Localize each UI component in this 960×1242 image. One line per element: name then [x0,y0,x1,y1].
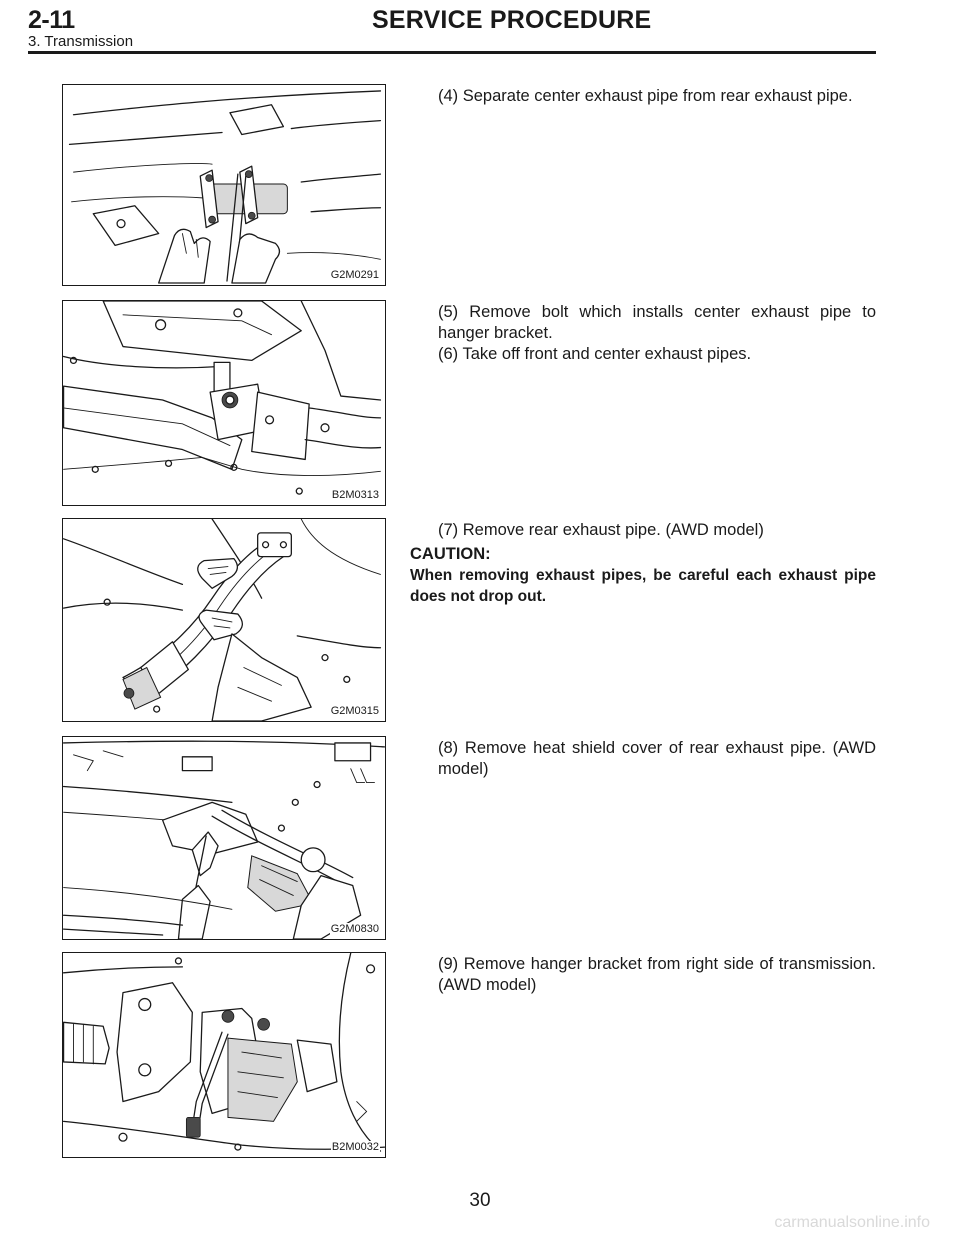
figure-rear-pipe [62,518,386,722]
step-7 [410,520,876,607]
step-8 [410,738,876,780]
figure-code: G2M0830 [330,923,379,935]
page-title: SERVICE PROCEDURE [372,6,652,34]
figure-separate-pipe [62,84,386,286]
figure-code: G2M0315 [330,705,379,717]
step-6-text: (6) Take off front and center exhaust pipes. [438,345,752,363]
page-number: 30 [469,1190,491,1211]
figure-code: G2M0291 [330,269,379,281]
step-4-text: (4) Separate center exhaust pipe from rear exhaust pipe. [438,87,853,105]
section-number: 2-11 [28,6,75,34]
figure-code: B2M0032 [331,1141,379,1153]
step-8-text: (8) Remove heat shield cover of rear exhaust pipe. (AWD model) [438,739,876,778]
illustration-hanger-bracket [63,301,385,505]
step-4 [410,86,876,107]
step-9-text: (9) Remove hanger bracket from right side of transmission. (AWD model) [438,955,876,994]
figure-code: B2M0313 [331,489,379,501]
header-rule [28,51,876,54]
illustration-transmission-bracket [63,953,385,1157]
illustration-pipe-flange [63,85,385,285]
step-9 [410,954,876,996]
illustration-rear-exhaust-pipe [63,519,385,721]
figure-hanger-bolt [62,300,386,506]
caution-text: When removing exhaust pipes, be careful each exhaust pipe does not drop out. [410,567,876,605]
caution-heading: CAUTION: [410,545,491,563]
step-7-text: (7) Remove rear exhaust pipe. (AWD model) [438,521,764,539]
figure-heat-shield [62,736,386,940]
step-5-6 [410,302,876,365]
watermark: carmanualsonline.info [774,1214,930,1231]
step-5-text: (5) Remove bolt which installs center exhaust pipe to hanger bracket. [438,303,876,342]
illustration-heat-shield [63,737,385,939]
figure-hanger-bracket-transmission [62,952,386,1158]
section-subtitle: 3. Transmission [28,33,134,50]
